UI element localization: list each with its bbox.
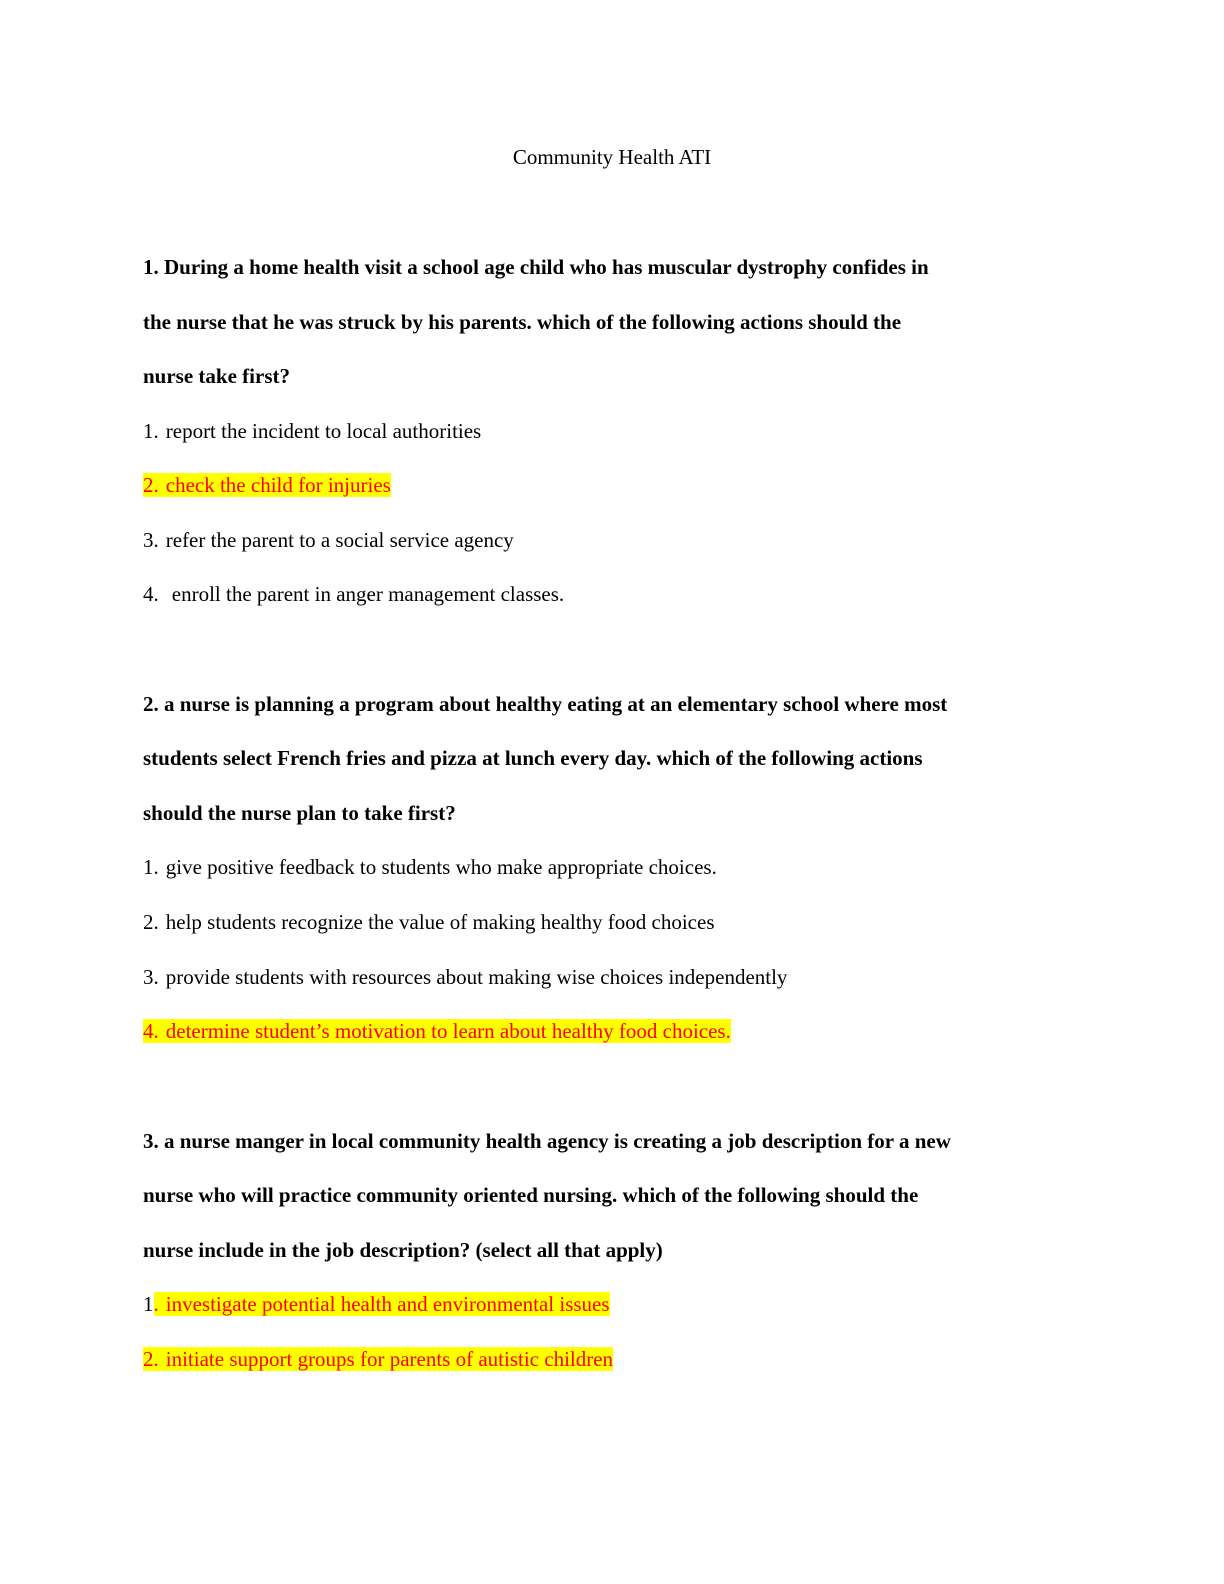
option-number: 3. (143, 965, 159, 989)
option-number: 1. (143, 855, 159, 879)
question-2-stem-line-3: should the nurse plan to take first? (143, 801, 456, 825)
option-text: help students recognize the value of making healthy food choices (165, 910, 715, 934)
option-text: report the incident to local authorities (165, 419, 482, 443)
question-1-option-2-answer (143, 471, 391, 499)
option-number: 3. (143, 528, 159, 552)
option-text: check the child for injuries (165, 473, 391, 497)
question-3-stem-line-1: 3. a nurse manger in local community health agency is creating a job description for a new (143, 1129, 951, 1153)
question-1-option-4 (143, 580, 564, 608)
option-number: 2. (143, 1347, 159, 1371)
option-text: give positive feedback to students who make appropriate choices. (165, 855, 717, 879)
option-number: 4. (143, 582, 159, 606)
question-1-stem-line-3: nurse take first? (143, 364, 290, 388)
option-text: enroll the parent in anger management classes. (171, 582, 565, 606)
question-3-stem-line-2: nurse who will practice community oriented nursing. which of the following should the (143, 1183, 919, 1207)
option-text: provide students with resources about making wise choices independently (165, 965, 788, 989)
option-number: 2. (143, 910, 159, 934)
option-number: 1 (143, 1292, 154, 1316)
question-1-stem-line-2: the nurse that he was struck by his parents. which of the following actions should the (143, 310, 902, 334)
option-number: 4. (143, 1019, 159, 1043)
question-2-option-2 (143, 908, 715, 936)
question-3-option-2-answer (143, 1345, 613, 1373)
question-2-option-4-answer (143, 1017, 731, 1045)
option-number-suffix: . (153, 1292, 159, 1316)
question-3-stem-line-3: nurse include in the job description? (select all that apply) (143, 1238, 663, 1262)
option-number: 1. (143, 419, 159, 443)
option-text: initiate support groups for parents of autistic children (165, 1347, 614, 1371)
question-2-stem-line-1: 2. a nurse is planning a program about healthy eating at an elementary school where most (143, 692, 948, 716)
document-title: Community Health ATI (512, 145, 712, 169)
question-1-stem-line-1: 1. During a home health visit a school age child who has muscular dystrophy confides in (143, 255, 929, 279)
question-1-option-3 (143, 526, 514, 554)
question-2-stem-line-2: students select French fries and pizza at lunch every day. which of the following actions (143, 746, 923, 770)
question-3-option-1-answer (143, 1290, 610, 1318)
option-text: refer the parent to a social service agency (165, 528, 514, 552)
question-2-option-1 (143, 853, 717, 881)
option-number: 2. (143, 473, 159, 497)
question-1-option-1 (143, 417, 481, 445)
option-text: determine student’s motivation to learn about healthy food choices. (165, 1019, 731, 1043)
option-text: investigate potential health and environmental issues (165, 1292, 610, 1316)
question-2-option-3 (143, 963, 787, 991)
